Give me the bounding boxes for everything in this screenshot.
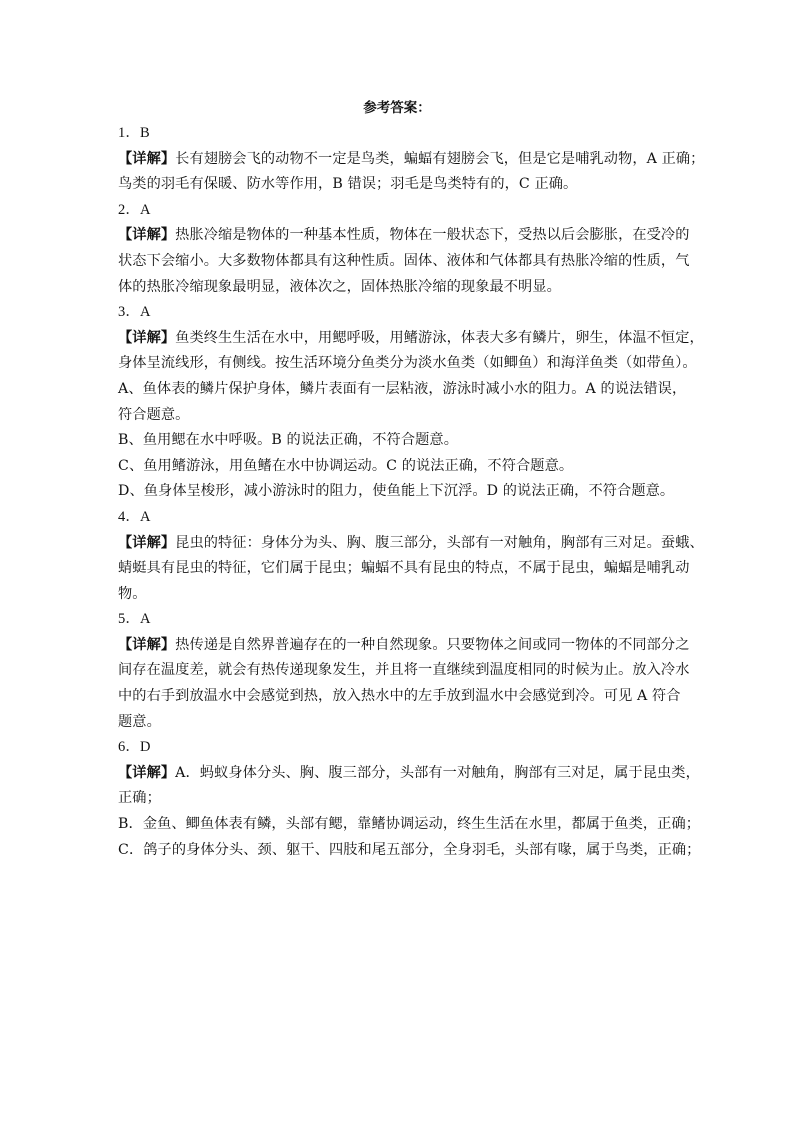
answer-line: B、鱼用鳃在水中呼吸。B 的说法正确，不符合题意。 <box>118 432 458 449</box>
answer-text: 鱼类终生生活在水中，用鳃呼吸，用鳍游泳，体表大多有鳞片，卵生，体温不恒定， <box>175 329 704 346</box>
answer-line: 间存在温度差，就会有热传递现象发生，并且将一直继续到温度相同的时候为止。放入冷水 <box>118 662 690 679</box>
answer-number: 1．B <box>118 125 150 141</box>
answers-list <box>118 121 705 863</box>
detail-tag: 【详解】 <box>118 150 176 167</box>
answer-line <box>118 223 690 249</box>
answer-line: 物。 <box>118 585 147 602</box>
answer-line: 中的右手到放温水中会感觉到热，放入热水中的左手放到温水中会感觉到冷。可见 A 符合 <box>118 688 681 705</box>
page-title: 参考答案： <box>363 100 431 116</box>
answer-line: D、鱼身体呈梭形，减小游泳时的阻力，使鱼能上下沉浮。D 的说法正确，不符合题意。 <box>118 483 675 500</box>
detail-tag: 【详解】 <box>118 227 176 244</box>
detail-tag: 【详解】 <box>118 636 176 653</box>
answer-line <box>118 633 690 659</box>
answer-number: 5．A <box>118 611 151 628</box>
detail-tag: 【详解】 <box>118 764 176 781</box>
detail-tag: 【详解】 <box>118 329 176 346</box>
answer-line <box>118 531 704 557</box>
answer-line <box>118 147 705 173</box>
answer-number: 2．A <box>118 201 151 218</box>
answer-line <box>118 326 704 352</box>
answer-line: 符合题意。 <box>118 406 190 423</box>
answer-text: A．蚂蚁身体分头、胸、腹三部分，头部有一对触角，胸部有三对足，属于昆虫类， <box>175 764 700 781</box>
answer-line: A、鱼体表的鳞片保护身体，鳞片表面有一层粘液，游泳时减小水的阻力。A 的说法错误， <box>118 380 687 397</box>
answer-text: 热胀冷缩是物体的一种基本性质，物体在一般状态下，受热以后会膨胀，在受冷的 <box>175 227 690 244</box>
answer-line: 鸟类的羽毛有保暖、防水等作用，B 错误；羽毛是鸟类特有的，C 正确。 <box>118 176 578 193</box>
answer-line: 体的热胀冷缩现象最明显，液体次之，固体热胀冷缩的现象最不明显。 <box>118 278 561 295</box>
answer-line: B．金鱼、鲫鱼体表有鳞，头部有鳃，靠鳍协调运动，终生生活在水里，都属于鱼类，正确； <box>118 816 701 833</box>
answer-line: 蜻蜓具有昆虫的特征，它们属于昆虫；蝙蝠不具有昆虫的特点，不属于昆虫，蝙蝠是哺乳动 <box>118 560 690 577</box>
answer-line: 题意。 <box>118 713 161 730</box>
answer-line <box>118 761 700 787</box>
answer-line: 正确； <box>118 790 161 807</box>
answer-line: 身体呈流线形，有侧线。按生活环境分鱼类分为淡水鱼类（如鲫鱼）和海洋鱼类（如带鱼）。 <box>118 355 697 372</box>
answer-text: 昆虫的特征：身体分为头、胸、腹三部分，头部有一对触角，胸部有三对足。蚕蛾、 <box>175 534 704 551</box>
answer-line: C、鱼用鳍游泳，用鱼鳍在水中协调运动。C 的说法正确，不符合题意。 <box>118 457 574 474</box>
answer-line: C．鸽子的身体分头、颈、躯干、四肢和尾五部分，全身羽毛，头部有喙，属于鸟类，正确； <box>118 841 701 858</box>
answer-text: 长有翅膀会飞的动物不一定是鸟类，蝙蝠有翅膀会飞，但是它是哺乳动物，A 正确； <box>175 150 705 167</box>
answer-number: 3．A <box>118 304 151 321</box>
answer-text: 热传递是自然界普遍存在的一种自然现象。只要物体之间或同一物体的不同部分之 <box>175 636 690 653</box>
detail-tag: 【详解】 <box>118 534 176 551</box>
answer-number: 4．A <box>118 508 151 525</box>
answer-number: 6．D <box>118 739 151 756</box>
answer-line: 状态下会缩小。大多数物体都具有这种性质。固体、液体和气体都具有热胀冷缩的性质，气 <box>118 252 690 269</box>
